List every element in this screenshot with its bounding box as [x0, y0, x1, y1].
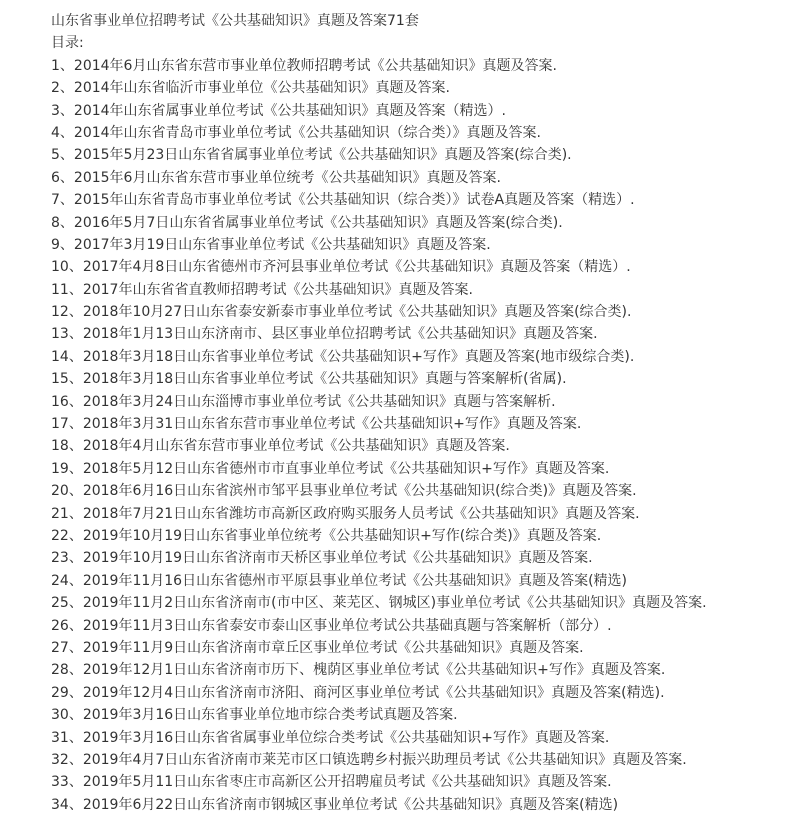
toc-item: 11、2017年山东省省直教师招聘考试《公共基础知识》真题及答案.	[51, 281, 473, 298]
toc-item: 6、2015年6月山东省东营市事业单位统考《公共基础知识》真题及答案.	[51, 169, 501, 186]
toc-label: 目录:	[51, 35, 84, 52]
toc-item: 4、2014年山东省青岛市事业单位考试《公共基础知识（综合类）》真题及答案.	[51, 124, 541, 141]
toc-item: 33、2019年5月11日山东省枣庄市高新区公开招聘雇员考试《公共基础知识》真题及答案.	[51, 774, 612, 791]
toc-item: 1、2014年6月山东省东营市事业单位教师招聘考试《公共基础知识》真题及答案.	[51, 57, 557, 74]
toc-item: 22、2019年10月19日山东省事业单位统考《公共基础知识+写作(综合类)》真题及答案.	[51, 527, 602, 544]
toc-item: 26、2019年11月3日山东省泰安市泰山区事业单位考试公共基础真题与答案解析（部分）.	[51, 617, 612, 634]
toc-item: 28、2019年12月1日山东省济南市历下、槐荫区事业单位考试《公共基础知识+写作》真题及答案.	[51, 662, 666, 679]
toc-item: 5、2015年5月23日山东省省属事业单位考试《公共基础知识》真题及答案(综合类).	[51, 147, 572, 164]
toc-item: 30、2019年3月16日山东省事业单位地市综合类考试真题及答案.	[51, 707, 458, 724]
toc-item: 7、2015年山东省青岛市事业单位考试《公共基础知识（综合类）》试卷A真题及答案（精选）.	[51, 192, 635, 209]
toc-item: 31、2019年3月16日山东省省属事业单位综合类考试《公共基础知识+写作》真题及答案.	[51, 729, 610, 746]
toc-item: 10、2017年4月8日山东省德州市齐河县事业单位考试《公共基础知识》真题及答案（精选）.	[51, 259, 631, 276]
toc-item: 9、2017年3月19日山东省事业单位考试《公共基础知识》真题及答案.	[51, 236, 491, 253]
toc-item: 24、2019年11月16日山东省德州市平原县事业单位考试《公共基础知识》真题及答案(精选)	[51, 572, 627, 589]
toc-item: 34、2019年6月22日山东省济南市钢城区事业单位考试《公共基础知识》真题及答案(精选)	[51, 796, 619, 813]
toc-item: 32、2019年4月7日山东省济南市莱芜市区口镇选聘乡村振兴助理员考试《公共基础知识》真题及答案.	[51, 751, 687, 768]
toc-item: 18、2018年4月山东省东营市事业单位考试《公共基础知识》真题及答案.	[51, 438, 510, 455]
toc-item: 15、2018年3月18日山东省事业单位考试《公共基础知识》真题与答案解析(省属).	[51, 371, 567, 388]
toc-list	[51, 55, 796, 816]
document-title: 山东省事业单位招聘考试《公共基础知识》真题及答案71套	[51, 13, 419, 29]
toc-item: 23、2019年10月19日山东省济南市天桥区事业单位考试《公共基础知识》真题及答案.	[51, 550, 593, 567]
toc-item: 2、2014年山东省临沂市事业单位《公共基础知识》真题及答案.	[51, 80, 450, 97]
toc-item: 3、2014年山东省属事业单位考试《公共基础知识》真题及答案（精选）.	[51, 102, 506, 119]
toc-item: 29、2019年12月4日山东省济南市济阳、商河区事业单位考试《公共基础知识》真题及答案(精选).	[51, 684, 665, 701]
toc-item: 12、2018年10月27日山东省泰安新泰市事业单位考试《公共基础知识》真题及答案(综合类).	[51, 304, 632, 321]
document	[51, 10, 796, 816]
toc-item: 16、2018年3月24日山东淄博市事业单位考试《公共基础知识》真题与答案解析.	[51, 393, 556, 410]
toc-item: 8、2016年5月7日山东省省属事业单位考试《公共基础知识》真题及答案(综合类).	[51, 214, 563, 231]
toc-item: 20、2018年6月16日山东省滨州市邹平县事业单位考试《公共基础知识(综合类)》真题及答案.	[51, 483, 637, 500]
toc-item: 27、2019年11月9日山东省济南市章丘区事业单位考试《公共基础知识》真题及答案.	[51, 639, 584, 656]
toc-item: 14、2018年3月18日山东省事业单位考试《公共基础知识+写作》真题及答案(地市级综合类).	[51, 348, 635, 365]
toc-item: 19、2018年5月12日山东省德州市市直事业单位考试《公共基础知识+写作》真题及答案.	[51, 460, 610, 477]
toc-item: 17、2018年3月31日山东省东营市事业单位考试《公共基础知识+写作》真题及答案.	[51, 416, 582, 433]
toc-item: 21、2018年7月21日山东省潍坊市高新区政府购买服务人员考试《公共基础知识》真题及答案.	[51, 505, 640, 522]
toc-item: 13、2018年1月13日山东济南市、县区事业单位招聘考试《公共基础知识》真题及答案.	[51, 326, 598, 343]
toc-item: 25、2019年11月2日山东省济南市(市中区、莱芜区、钢城区)事业单位考试《公共基础知识》真题及答案.	[51, 595, 707, 612]
